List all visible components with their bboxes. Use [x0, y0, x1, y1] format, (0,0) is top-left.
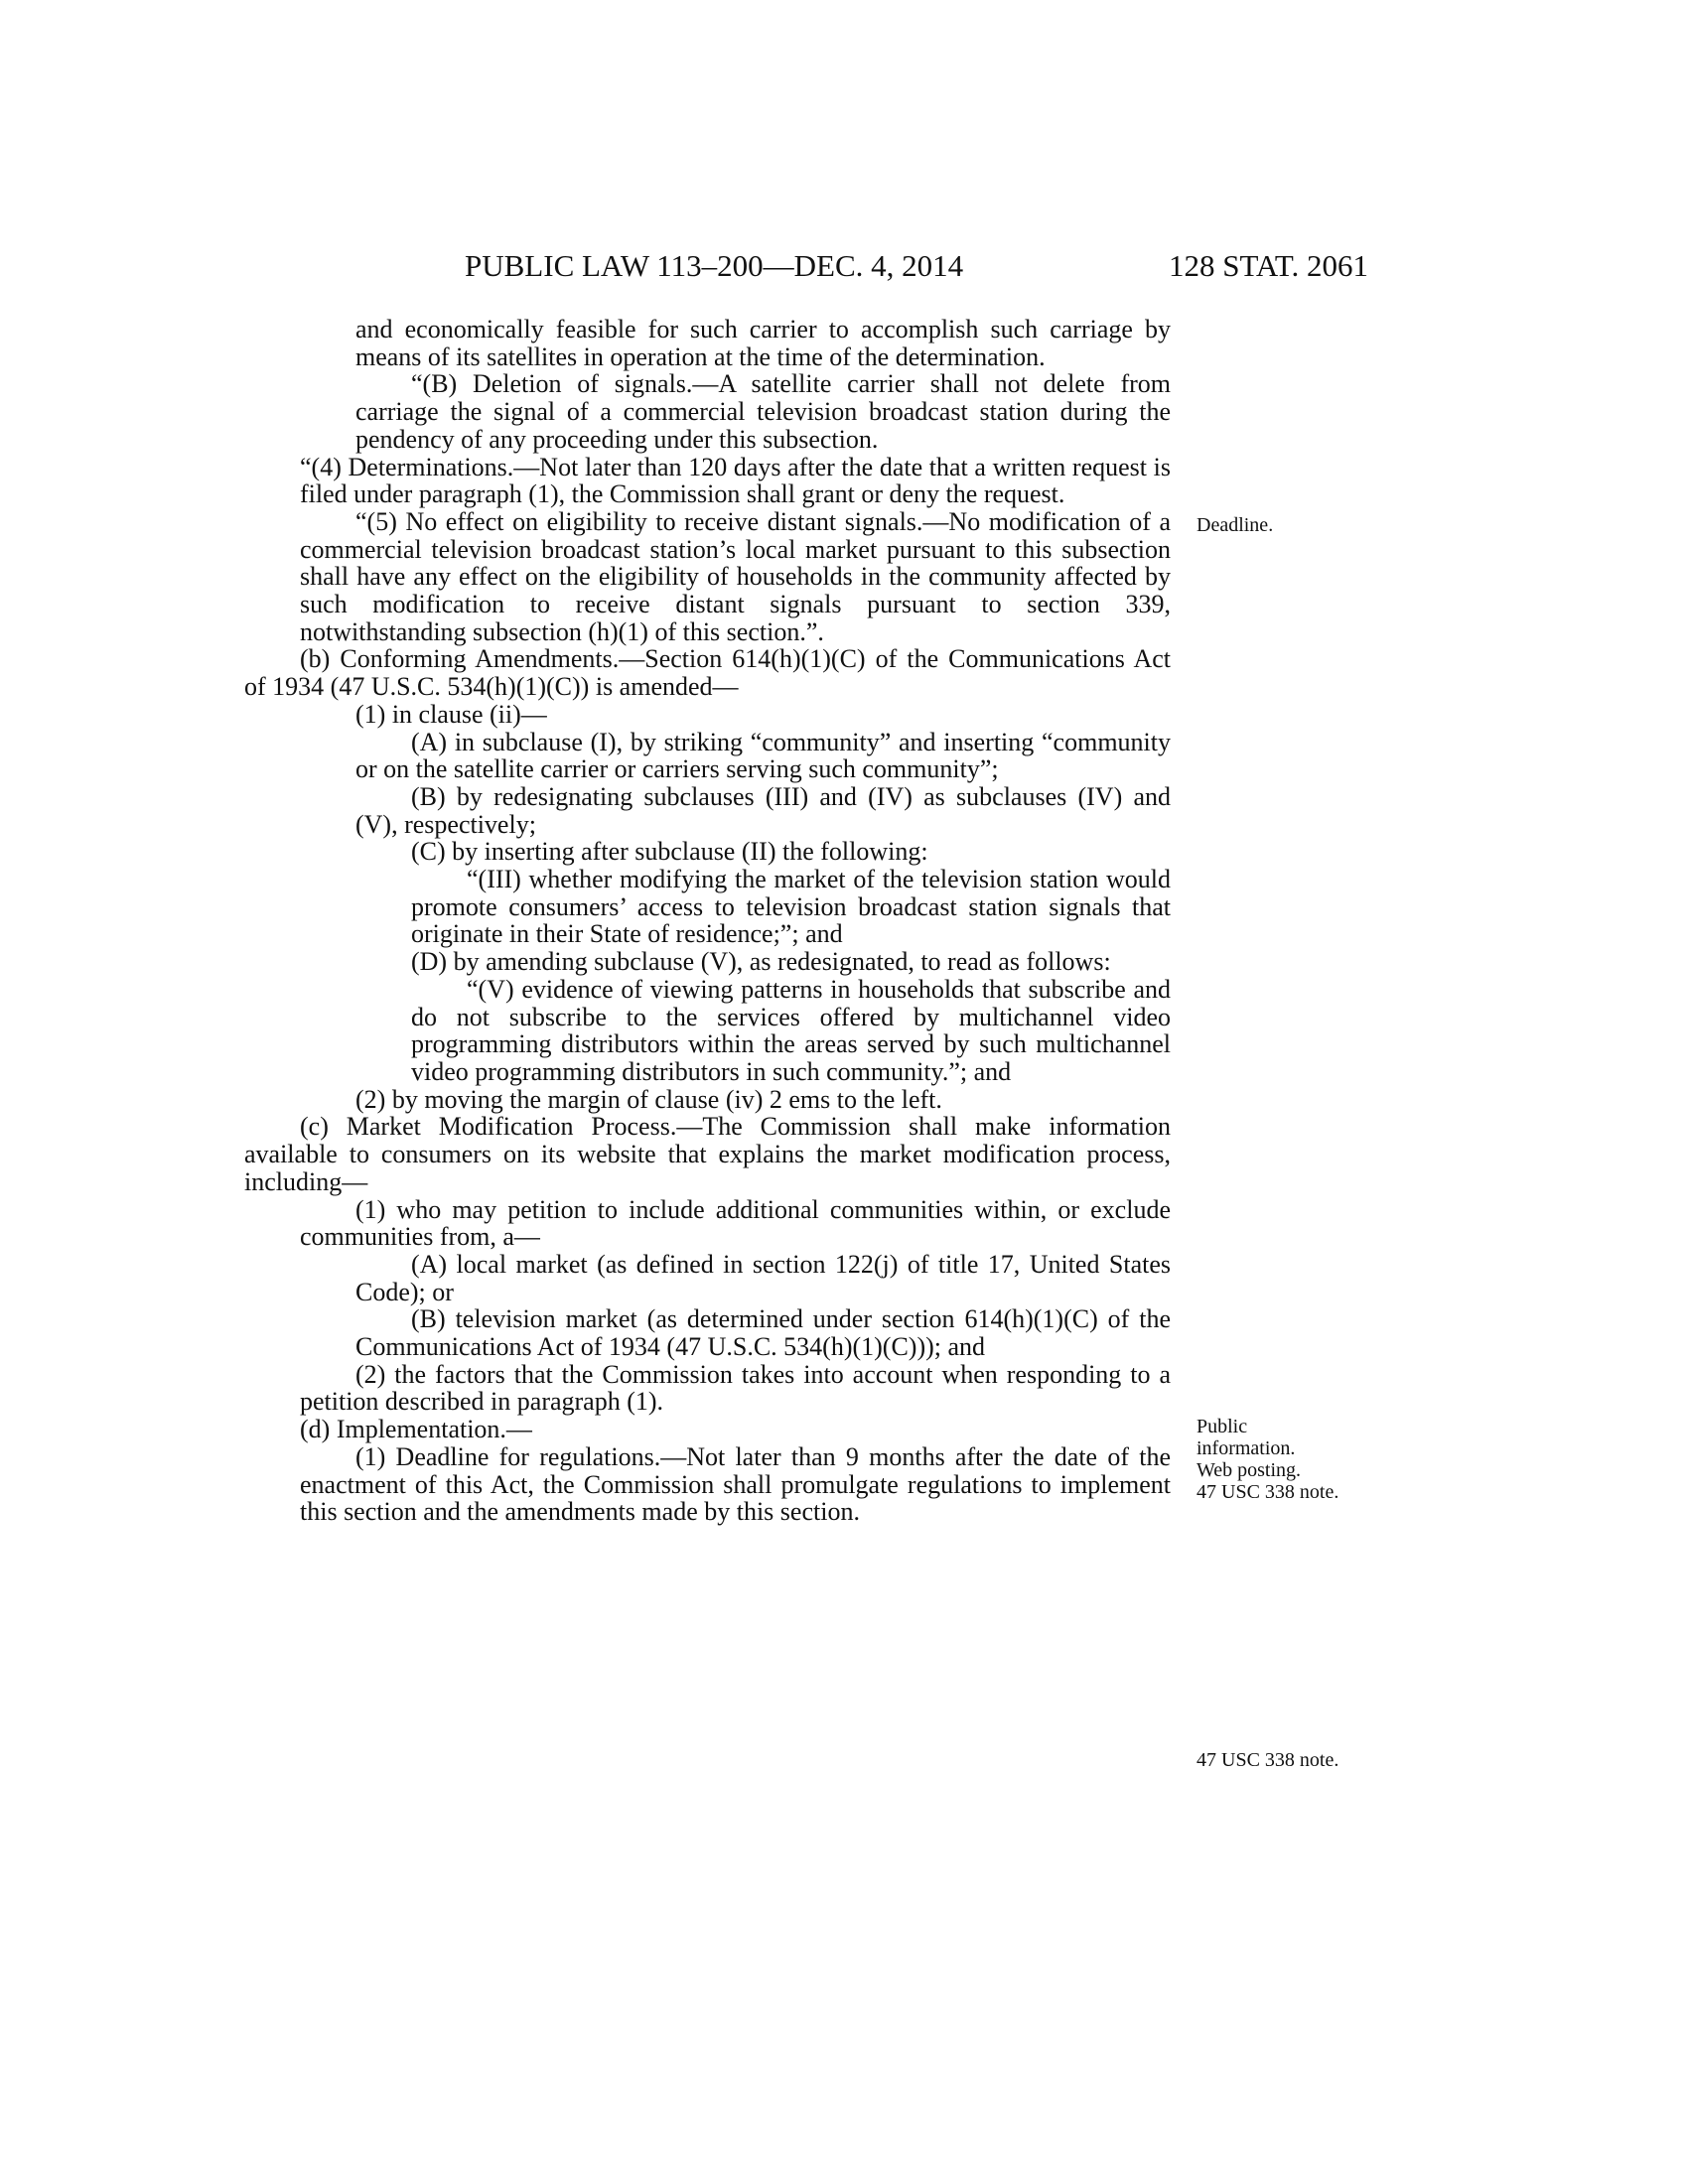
paragraph-no-effect-on-eligibility: “(5) No effect on eligibility to receive distant signals.—No modification of a commercial television broadcast station’s local market pursuant to this subsection shall have any effect on the eligibility of households in the community affected by such modification to receive distant signals pursuant to section 339, notwithstanding subsection (h)(1) of this section.”. — [300, 506, 1171, 646]
paragraph-subclause-v-quote: “(V) evidence of viewing patterns in households that subscribe and do not subscribe to the services offered by multichannel video programming distributors within the areas served by such multichannel video programming distributors in such community.”; and — [411, 974, 1171, 1086]
paragraph-who-may-petition: (1) who may petition to include additional communities within, or exclude communities from, a— — [300, 1194, 1171, 1252]
paragraph-subclause-c: (C) by inserting after subclause (II) the following: — [411, 837, 928, 867]
margin-note-public-information — [1196, 1416, 1338, 1503]
statute-body — [244, 315, 1171, 1527]
paragraph-determinations: “(4) Determinations.—Not later than 120 days after the date that a written request is filed under paragraph (1), the Commission shall grant or deny the request. — [300, 452, 1171, 509]
margin-note-public: Public — [1196, 1416, 1248, 1437]
paragraph-market-modification-process: (c) Market Modification Process.—The Commission shall make information available to consumers on its website that explains the market modification process, including— — [244, 1112, 1171, 1196]
paragraph-subclause-d: (D) by amending subclause (V), as redesignated, to read as follows: — [411, 947, 1111, 977]
paragraph-deadline-for-regulations: (1) Deadline for regulations.—Not later than 9 months after the date of the enactment of this Act, the Commission shall promulgate regulations to implement this section and the amendments made by this section. — [300, 1441, 1171, 1527]
page-header — [465, 246, 1368, 286]
paragraph-clause-ii: (1) in clause (ii)— — [355, 699, 547, 729]
paragraph-carriage-continuation: and economically feasible for such carrier to accomplish such carriage by means of its satellites in operation at the time of the determination. — [355, 315, 1171, 371]
paragraph-local-market: (A) local market (as defined in section 122(j) of title 17, United States Code); or — [355, 1249, 1171, 1306]
margin-note-usc-citation: 47 USC 338 note. — [1196, 1481, 1339, 1503]
paragraph-factors: (2) the factors that the Commission takes into account when responding to a petition described in paragraph (1). — [300, 1359, 1171, 1417]
paragraph-implementation: (d) Implementation.— — [300, 1415, 532, 1444]
margin-note-information: information. — [1196, 1437, 1296, 1459]
statute-page-number: 128 STAT. 2061 — [1168, 248, 1368, 283]
paragraph-subclause-a: (A) in subclause (I), by striking “community” and inserting “community or on the satellite carrier or carriers serving such community”; — [355, 727, 1171, 784]
margin-note-web-posting: Web posting. — [1196, 1459, 1302, 1481]
paragraph-television-market: (B) television market (as determined under section 614(h)(1)(C) of the Communications Act of 1934 (47 U.S.C. 534(h)(1)(C))); and — [355, 1304, 1171, 1362]
margin-note-deadline: Deadline. — [1196, 514, 1274, 536]
margin-note-usc-338: 47 USC 338 note. — [1196, 1749, 1339, 1771]
paragraph-subclause-b: (B) by redesignating subclauses (III) and (IV) as subclauses (IV) and (V), respectively; — [355, 781, 1171, 839]
paragraph-moving-margin: (2) by moving the margin of clause (iv) 2 ems to the left. — [355, 1084, 942, 1114]
paragraph-conforming-amendments: (b) Conforming Amendments.—Section 614(h)(1)(C) of the Communications Act of 1934 (47 U.S.C. 534(h)(1)(C)) is amended— — [244, 644, 1171, 702]
paragraph-subclause-iii-quote: “(III) whether modifying the market of the television station would promote consumers’ access to television broadcast station signals that originate in their State of residence;”; and — [411, 865, 1171, 949]
paragraph-deletion-of-signals: “(B) Deletion of signals.—A satellite carrier shall not delete from carriage the signal of a commercial television broadcast station during the pendency of any proceeding under this subsection. — [355, 369, 1171, 454]
running-head-title: PUBLIC LAW 113–200—DEC. 4, 2014 — [465, 248, 964, 283]
